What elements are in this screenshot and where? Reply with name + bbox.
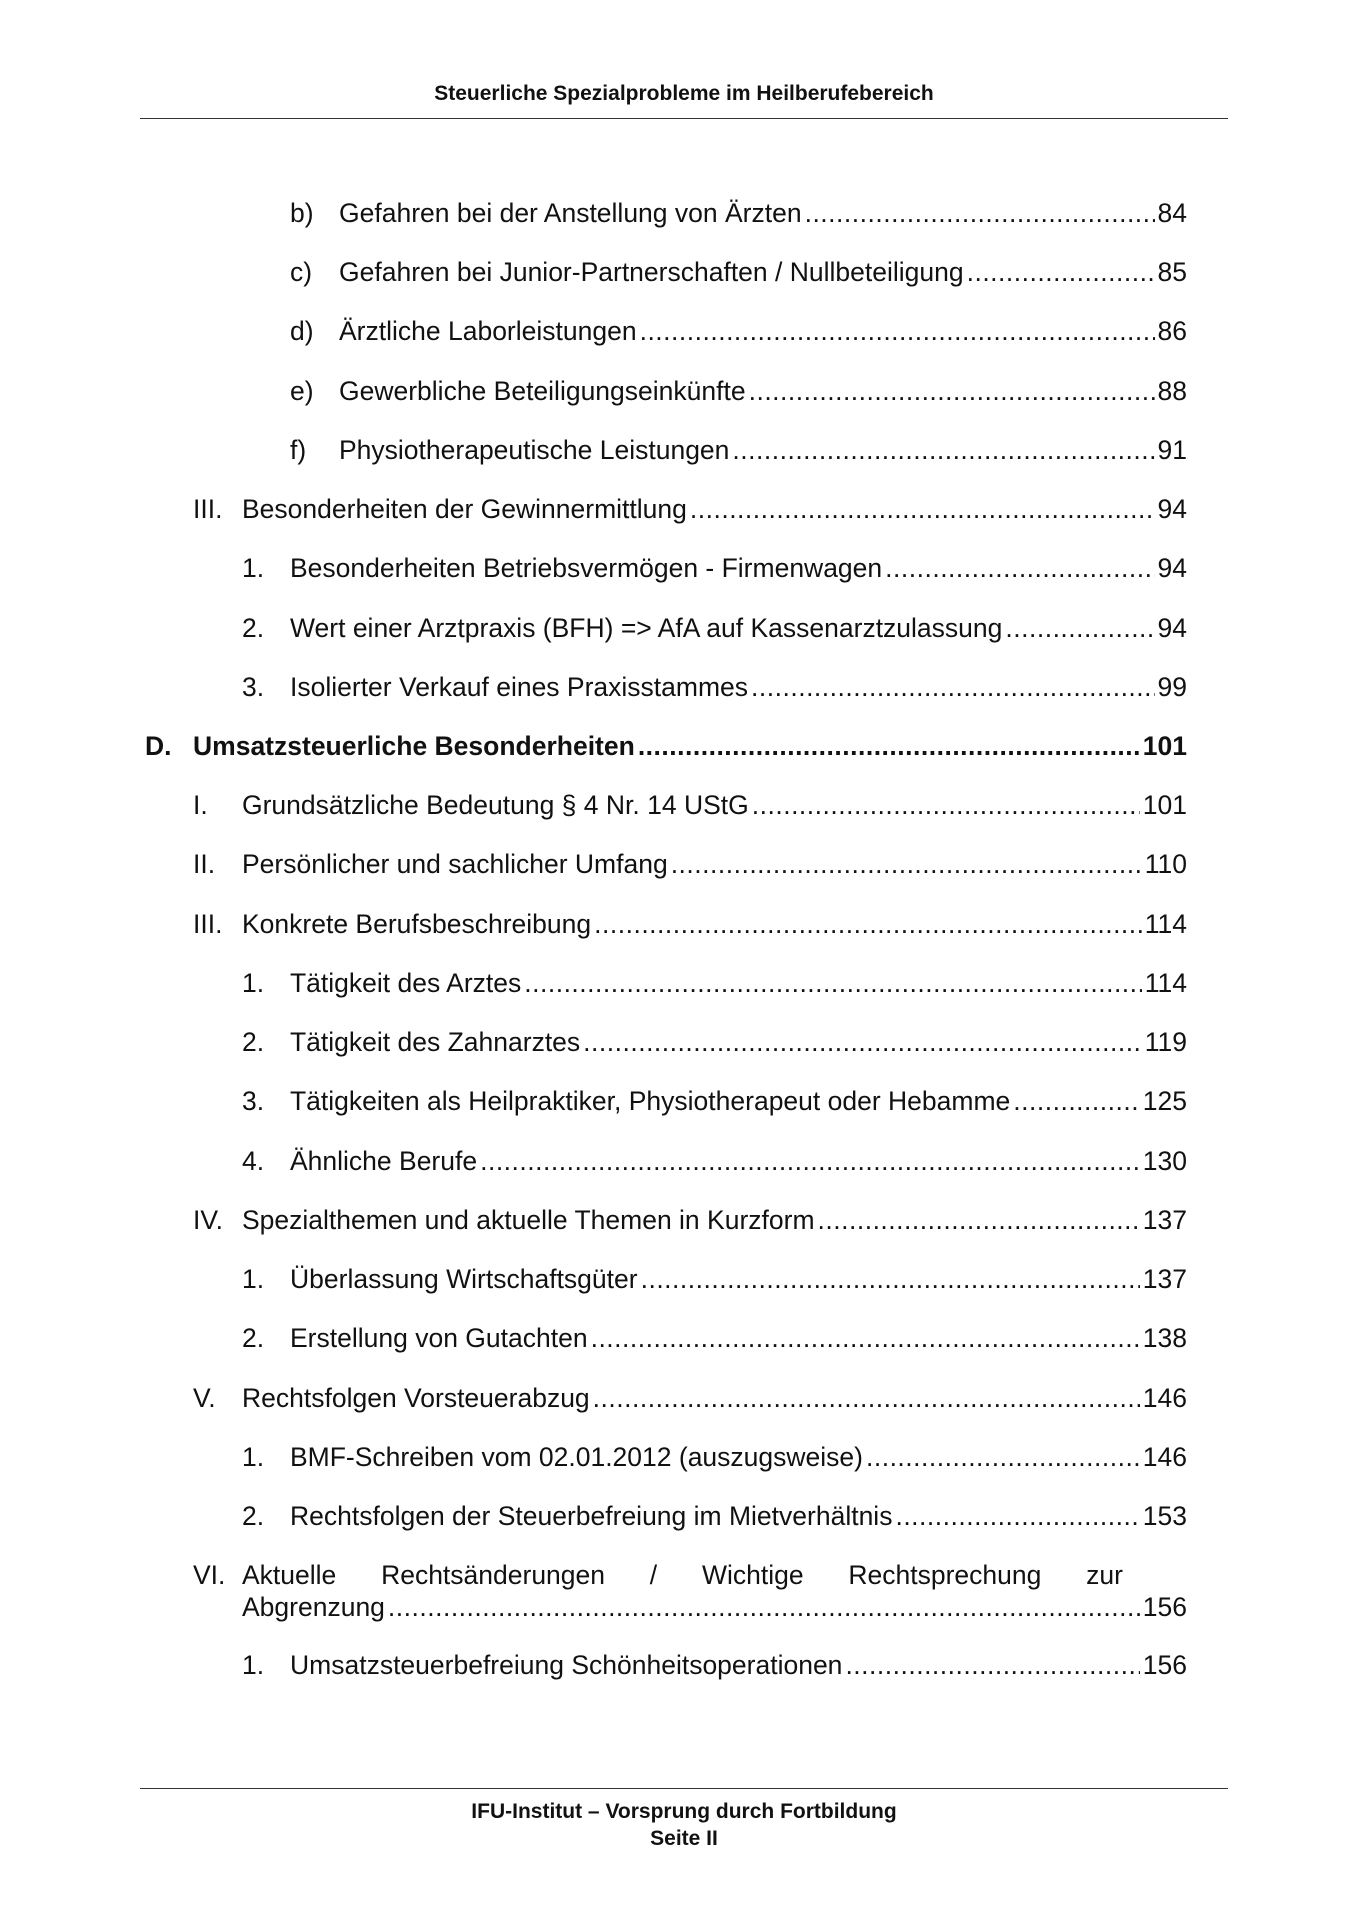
toc-dot-leader: [641, 1264, 1140, 1294]
toc-entry-number: 2.: [242, 1323, 265, 1353]
toc-dot-leader: [1013, 1086, 1140, 1116]
toc-entry-title: Spezialthemen und aktuelle Themen in Kurzform: [242, 1205, 815, 1235]
toc-entry-page-number: 101: [1142, 790, 1187, 820]
toc-dot-leader: [866, 1442, 1140, 1472]
footer-rule: [140, 1788, 1228, 1789]
toc-entry-title: Isolierter Verkauf eines Praxisstammes: [290, 672, 749, 702]
toc-entry-title: Gefahren bei der Anstellung von Ärzten: [339, 198, 802, 228]
toc-dot-leader: [732, 435, 1154, 465]
toc-entry-page-number: 156: [1142, 1650, 1187, 1680]
toc-entry-number: 4.: [242, 1146, 265, 1176]
toc-entry[interactable]: [242, 553, 1187, 583]
toc-entry[interactable]: [193, 1560, 1187, 1622]
toc-entry-number: D.: [145, 731, 172, 761]
toc-entry-title: Konkrete Berufsbeschreibung: [242, 909, 592, 939]
toc-entry-title: Besonderheiten Betriebsvermögen - Firmenwagen: [290, 553, 883, 583]
toc-entry-title-word: Rechtsprechung: [848, 1560, 1042, 1590]
toc-entry-number: e): [290, 376, 314, 406]
toc-entry-title-line: [242, 1560, 1123, 1590]
toc-dot-leader: [591, 1323, 1140, 1353]
toc-dot-leader: [885, 553, 1154, 583]
toc-entry[interactable]: [193, 494, 1187, 524]
toc-entry-page-number: 146: [1142, 1442, 1187, 1472]
toc-entry-number: IV.: [193, 1205, 223, 1235]
toc-entry-number: III.: [193, 909, 223, 939]
toc-entry-title-word: Wichtige: [701, 1560, 804, 1590]
toc-entry-title: Gewerbliche Beteiligungseinkünfte: [339, 376, 746, 406]
toc-entry-page-number: 153: [1142, 1501, 1187, 1531]
toc-entry-number: 1.: [242, 1264, 265, 1294]
toc-entry[interactable]: [290, 376, 1187, 406]
toc-entry-number: 3.: [242, 672, 265, 702]
toc-entry[interactable]: [193, 1383, 1187, 1413]
toc-entry-number: VI.: [193, 1560, 226, 1590]
toc-entry-number: b): [290, 198, 314, 228]
toc-dot-leader: [752, 790, 1140, 820]
toc-dot-leader: [845, 1650, 1139, 1680]
toc-entry-page-number: 94: [1157, 553, 1187, 583]
toc-entry-page-number: 91: [1157, 435, 1187, 465]
toc-dot-leader: [640, 316, 1155, 346]
toc-dot-leader: [967, 257, 1155, 287]
toc-entry-number: 2.: [242, 613, 265, 643]
toc-dot-leader: [749, 376, 1155, 406]
toc-entry-page-number: 119: [1144, 1027, 1187, 1057]
toc-entry-page-number: 94: [1157, 613, 1187, 643]
toc-entry-title: Überlassung Wirtschaftsgüter: [290, 1264, 638, 1294]
toc-entry-title: Umsatzsteuerliche Besonderheiten: [193, 731, 635, 761]
toc-entry[interactable]: [242, 1086, 1187, 1116]
toc-entry-title: BMF-Schreiben vom 02.01.2012 (auszugsweise): [290, 1442, 863, 1472]
toc-entry[interactable]: [290, 435, 1187, 465]
toc-entry[interactable]: [193, 1205, 1187, 1235]
toc-dot-leader: [583, 1027, 1142, 1057]
toc-entry-number: 1.: [242, 1442, 265, 1472]
toc-entry-page-number: 114: [1144, 968, 1187, 998]
toc-entry[interactable]: [242, 968, 1187, 998]
toc-entry[interactable]: [242, 672, 1187, 702]
toc-dot-leader: [690, 494, 1155, 524]
toc-entry-page-number: 101: [1142, 731, 1187, 761]
header-title: Steuerliche Spezialprobleme im Heilberufebereich: [434, 82, 934, 105]
toc-entry-page-number: 130: [1142, 1146, 1187, 1176]
toc-entry[interactable]: [193, 790, 1187, 820]
toc-entry-title-word: zur: [1086, 1560, 1123, 1590]
toc-entry-number: f): [290, 435, 307, 465]
toc-entry[interactable]: [193, 909, 1187, 939]
toc-entry[interactable]: [242, 1650, 1187, 1680]
toc-entry-page-number: 84: [1157, 198, 1187, 228]
toc-entry[interactable]: [193, 849, 1187, 879]
toc-dot-leader: [818, 1205, 1140, 1235]
toc-entry-page-number: 137: [1142, 1264, 1187, 1294]
toc-entry[interactable]: [242, 1323, 1187, 1353]
toc-entry-page-number: 156: [1142, 1592, 1187, 1622]
toc-entry-title: Ähnliche Berufe: [290, 1146, 478, 1176]
toc-entry-page-number: 86: [1157, 316, 1187, 346]
toc-entry-title: Rechtsfolgen der Steuerbefreiung im Mietverhältnis: [290, 1501, 893, 1531]
toc-entry-title: Physiotherapeutische Leistungen: [339, 435, 730, 465]
toc-entry-number: 1.: [242, 1650, 265, 1680]
toc-dot-leader: [524, 968, 1142, 998]
toc-entry-number: V.: [193, 1383, 216, 1413]
toc-entry[interactable]: [242, 1027, 1187, 1057]
toc-entry-page-number: 137: [1142, 1205, 1187, 1235]
toc-entry-page-number: 146: [1142, 1383, 1187, 1413]
toc-entry-number: 2.: [242, 1501, 265, 1531]
toc-entry[interactable]: [242, 1442, 1187, 1472]
toc-entry[interactable]: [242, 1146, 1187, 1176]
toc-dot-leader: [638, 731, 1140, 761]
toc-entry-number: 1.: [242, 553, 265, 583]
toc-entry-page-number: 85: [1157, 257, 1187, 287]
toc-entry-page-number: 125: [1142, 1086, 1187, 1116]
toc-entry-number: 3.: [242, 1086, 265, 1116]
toc-entry-title: Abgrenzung: [242, 1592, 385, 1622]
toc-entry-title-word: /: [649, 1560, 658, 1590]
toc-entry-title-word: Rechtsänderungen: [381, 1560, 606, 1590]
toc-dot-leader: [1005, 613, 1154, 643]
toc-entry-number: 2.: [242, 1027, 265, 1057]
toc-entry-number: d): [290, 316, 314, 346]
toc-entry[interactable]: [290, 198, 1187, 228]
toc-entry-number: III.: [193, 494, 223, 524]
toc-entry-title: Tätigkeit des Zahnarztes: [290, 1027, 581, 1057]
toc-dot-leader: [388, 1592, 1140, 1622]
toc-entry-title: Ärztliche Laborleistungen: [339, 316, 637, 346]
toc-entry-title: Umsatzsteuerbefreiung Schönheitsoperationen: [290, 1650, 843, 1680]
toc-entry-page-number: 110: [1144, 849, 1187, 879]
toc-dot-leader: [671, 849, 1142, 879]
toc-entry[interactable]: [290, 257, 1187, 287]
toc-entry-title: Erstellung von Gutachten: [290, 1323, 588, 1353]
toc-entry-title: Besonderheiten der Gewinnermittlung: [242, 494, 687, 524]
toc-entry-page-number: 99: [1157, 672, 1187, 702]
toc-entry-title: Persönlicher und sachlicher Umfang: [242, 849, 668, 879]
toc-dot-leader: [751, 672, 1154, 702]
toc-entry[interactable]: [290, 316, 1187, 346]
toc-entry-title: Tätigkeiten als Heilpraktiker, Physiotherapeut oder Hebamme: [290, 1086, 1011, 1116]
toc-entry-page-number: 138: [1142, 1323, 1187, 1353]
toc-entry-number: II.: [193, 849, 216, 879]
toc-entry-title: Wert einer Arztpraxis (BFH) => AfA auf Kassenarztzulassung: [290, 613, 1003, 643]
toc-entry[interactable]: [242, 613, 1187, 643]
toc-dot-leader: [480, 1146, 1140, 1176]
toc-entry-number: c): [290, 257, 313, 287]
toc-entry-title: Grundsätzliche Bedeutung § 4 Nr. 14 UStG: [242, 790, 749, 820]
toc-entry-title: Tätigkeit des Arztes: [290, 968, 522, 998]
toc-dot-leader: [805, 198, 1155, 228]
toc-entry-number: 1.: [242, 968, 265, 998]
footer-institute: IFU-Institut – Vorsprung durch Fortbildung: [471, 1800, 897, 1823]
toc-entry[interactable]: [242, 1264, 1187, 1294]
toc-entry-page-number: 94: [1157, 494, 1187, 524]
toc-entry[interactable]: [242, 1501, 1187, 1531]
toc-entry-page-number: 114: [1144, 909, 1187, 939]
toc-entry-title-word: Aktuelle: [242, 1560, 337, 1590]
toc-dot-leader: [594, 909, 1142, 939]
toc-entry-page-number: 88: [1157, 376, 1187, 406]
toc-dot-leader: [593, 1383, 1140, 1413]
toc-entry-title: Gefahren bei Junior-Partnerschaften / Nullbeteiligung: [339, 257, 964, 287]
footer-page-number: Seite II: [650, 1827, 718, 1850]
toc-entry-number: I.: [193, 790, 208, 820]
toc-dot-leader: [895, 1501, 1139, 1531]
toc-entry-title: Rechtsfolgen Vorsteuerabzug: [242, 1383, 590, 1413]
toc-entry[interactable]: [145, 731, 1187, 761]
